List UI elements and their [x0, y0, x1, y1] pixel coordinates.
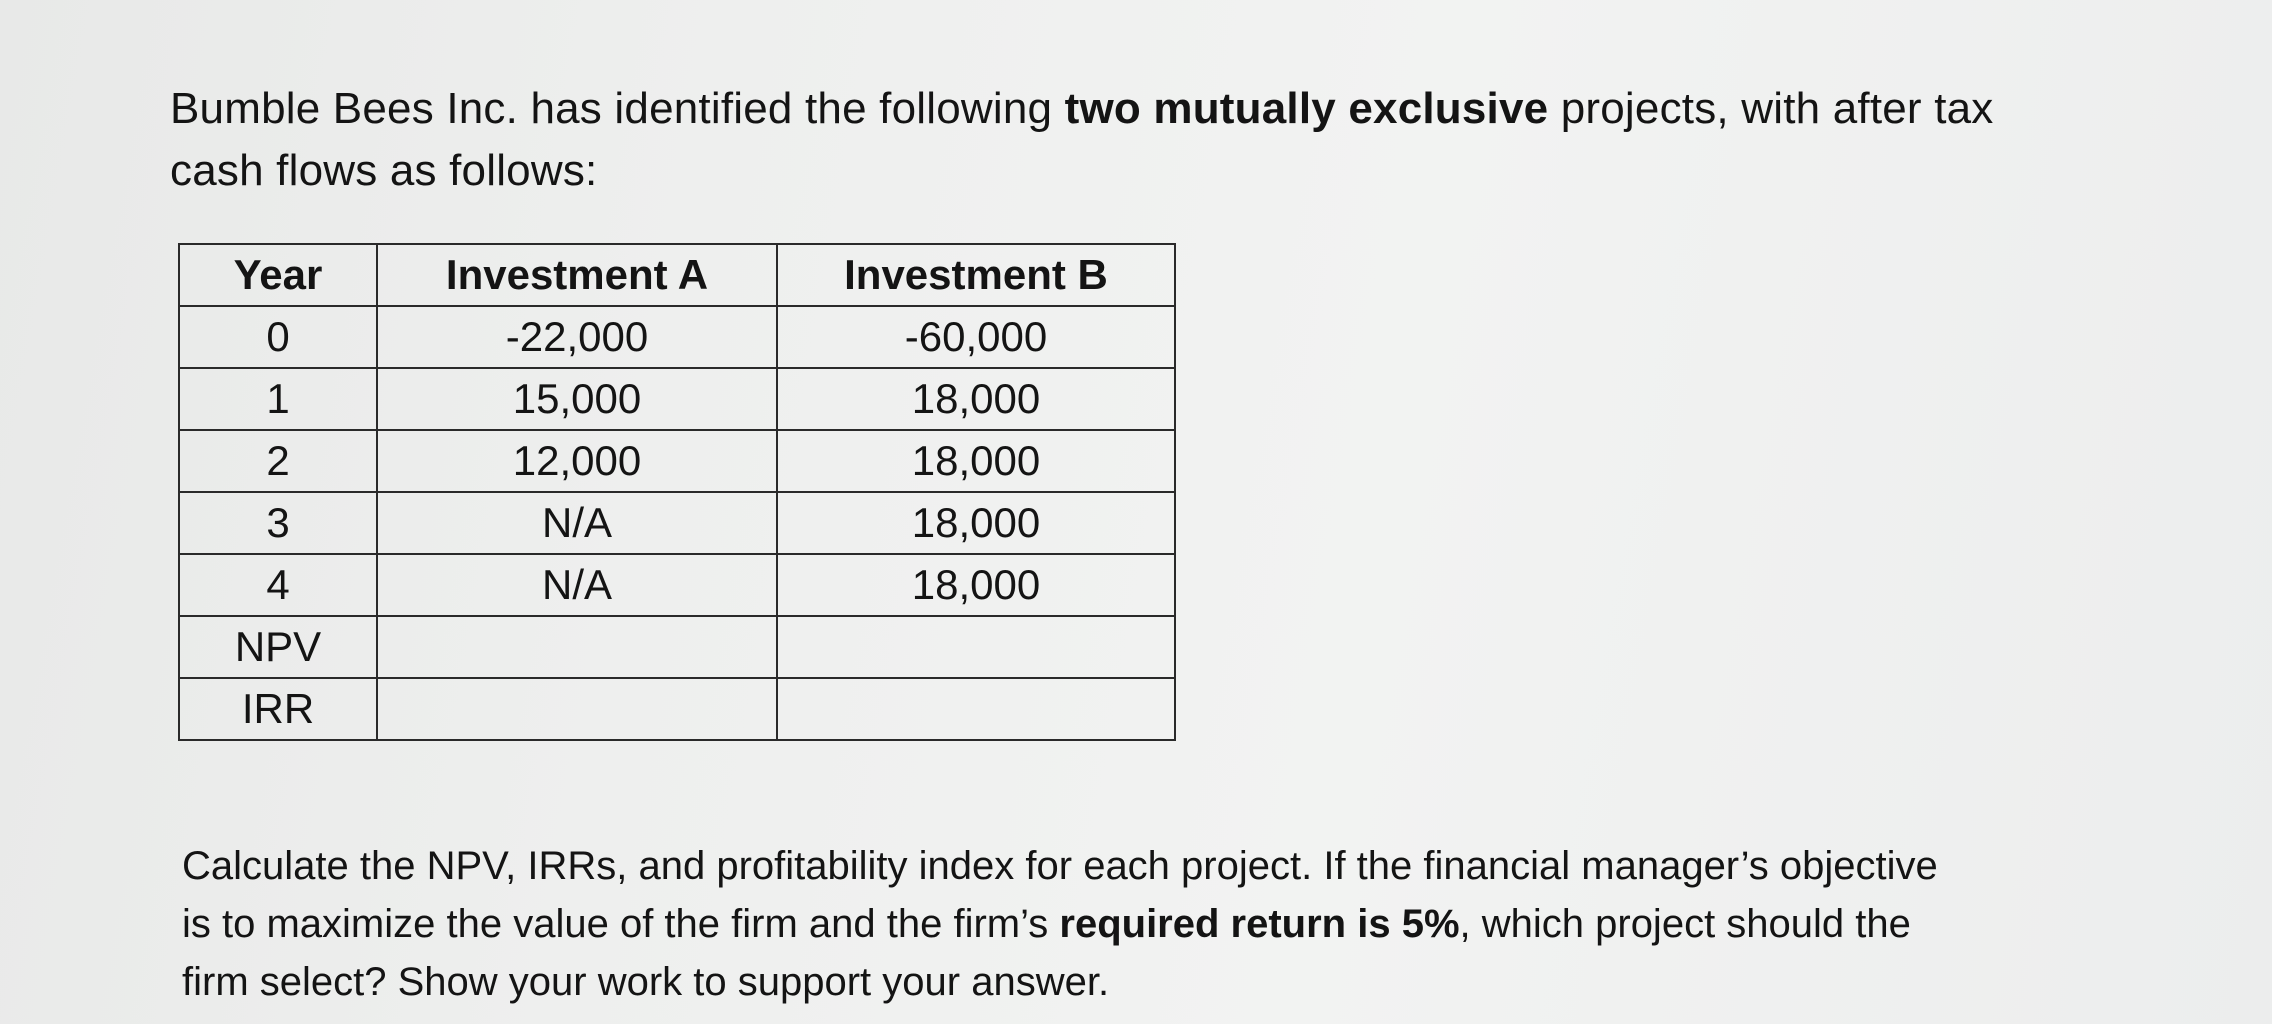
- year-cell: 1: [179, 368, 377, 430]
- investment-b-cell: 18,000: [777, 492, 1175, 554]
- question-paragraph: [182, 837, 2182, 1011]
- question-line-2: [182, 895, 2182, 953]
- intro-emphasis: two mutually exclusive: [1064, 84, 1549, 133]
- question-text: , which project should the: [1459, 902, 1911, 946]
- table-row-irr: [179, 678, 1175, 740]
- year-cell: 4: [179, 554, 377, 616]
- table-row: [179, 492, 1175, 554]
- intro-paragraph: [170, 78, 2070, 202]
- investment-b-cell: 18,000: [777, 368, 1175, 430]
- header-year: Year: [179, 244, 377, 306]
- irr-b-blank-cell: [777, 678, 1175, 740]
- npv-b-blank-cell: [777, 616, 1175, 678]
- table-row: [179, 430, 1175, 492]
- cash-flow-table: [178, 243, 1176, 741]
- investment-a-cell: N/A: [377, 554, 777, 616]
- question-line-1: Calculate the NPV, IRRs, and profitability index for each project. If the financial manager’s objective: [182, 844, 1938, 888]
- header-investment-b: Investment B: [777, 244, 1175, 306]
- investment-a-cell: N/A: [377, 492, 777, 554]
- table-row: [179, 368, 1175, 430]
- investment-b-cell: 18,000: [777, 554, 1175, 616]
- year-cell: 0: [179, 306, 377, 368]
- question-line-3: firm select? Show your work to support your answer.: [182, 960, 1110, 1004]
- year-cell: 3: [179, 492, 377, 554]
- investment-b-cell: 18,000: [777, 430, 1175, 492]
- npv-label-cell: NPV: [179, 616, 377, 678]
- irr-a-blank-cell: [377, 678, 777, 740]
- intro-text: Bumble Bees Inc. has identified the following: [170, 84, 1065, 133]
- table-header-row: [179, 244, 1175, 306]
- header-investment-a: Investment A: [377, 244, 777, 306]
- intro-line-2: cash flows as follows:: [170, 146, 598, 195]
- question-text: is to maximize the value of the firm and the firm’s: [182, 902, 1060, 946]
- irr-label-cell: IRR: [179, 678, 377, 740]
- investment-a-cell: -22,000: [377, 306, 777, 368]
- investment-a-cell: 12,000: [377, 430, 777, 492]
- investment-a-cell: 15,000: [377, 368, 777, 430]
- year-cell: 2: [179, 430, 377, 492]
- table-row: [179, 306, 1175, 368]
- table-row-npv: [179, 616, 1175, 678]
- intro-line-1: [170, 78, 2070, 140]
- npv-a-blank-cell: [377, 616, 777, 678]
- investment-b-cell: -60,000: [777, 306, 1175, 368]
- table-row: [179, 554, 1175, 616]
- intro-text: projects, with after tax: [1548, 84, 1994, 133]
- question-emphasis: required return is 5%: [1059, 902, 1460, 946]
